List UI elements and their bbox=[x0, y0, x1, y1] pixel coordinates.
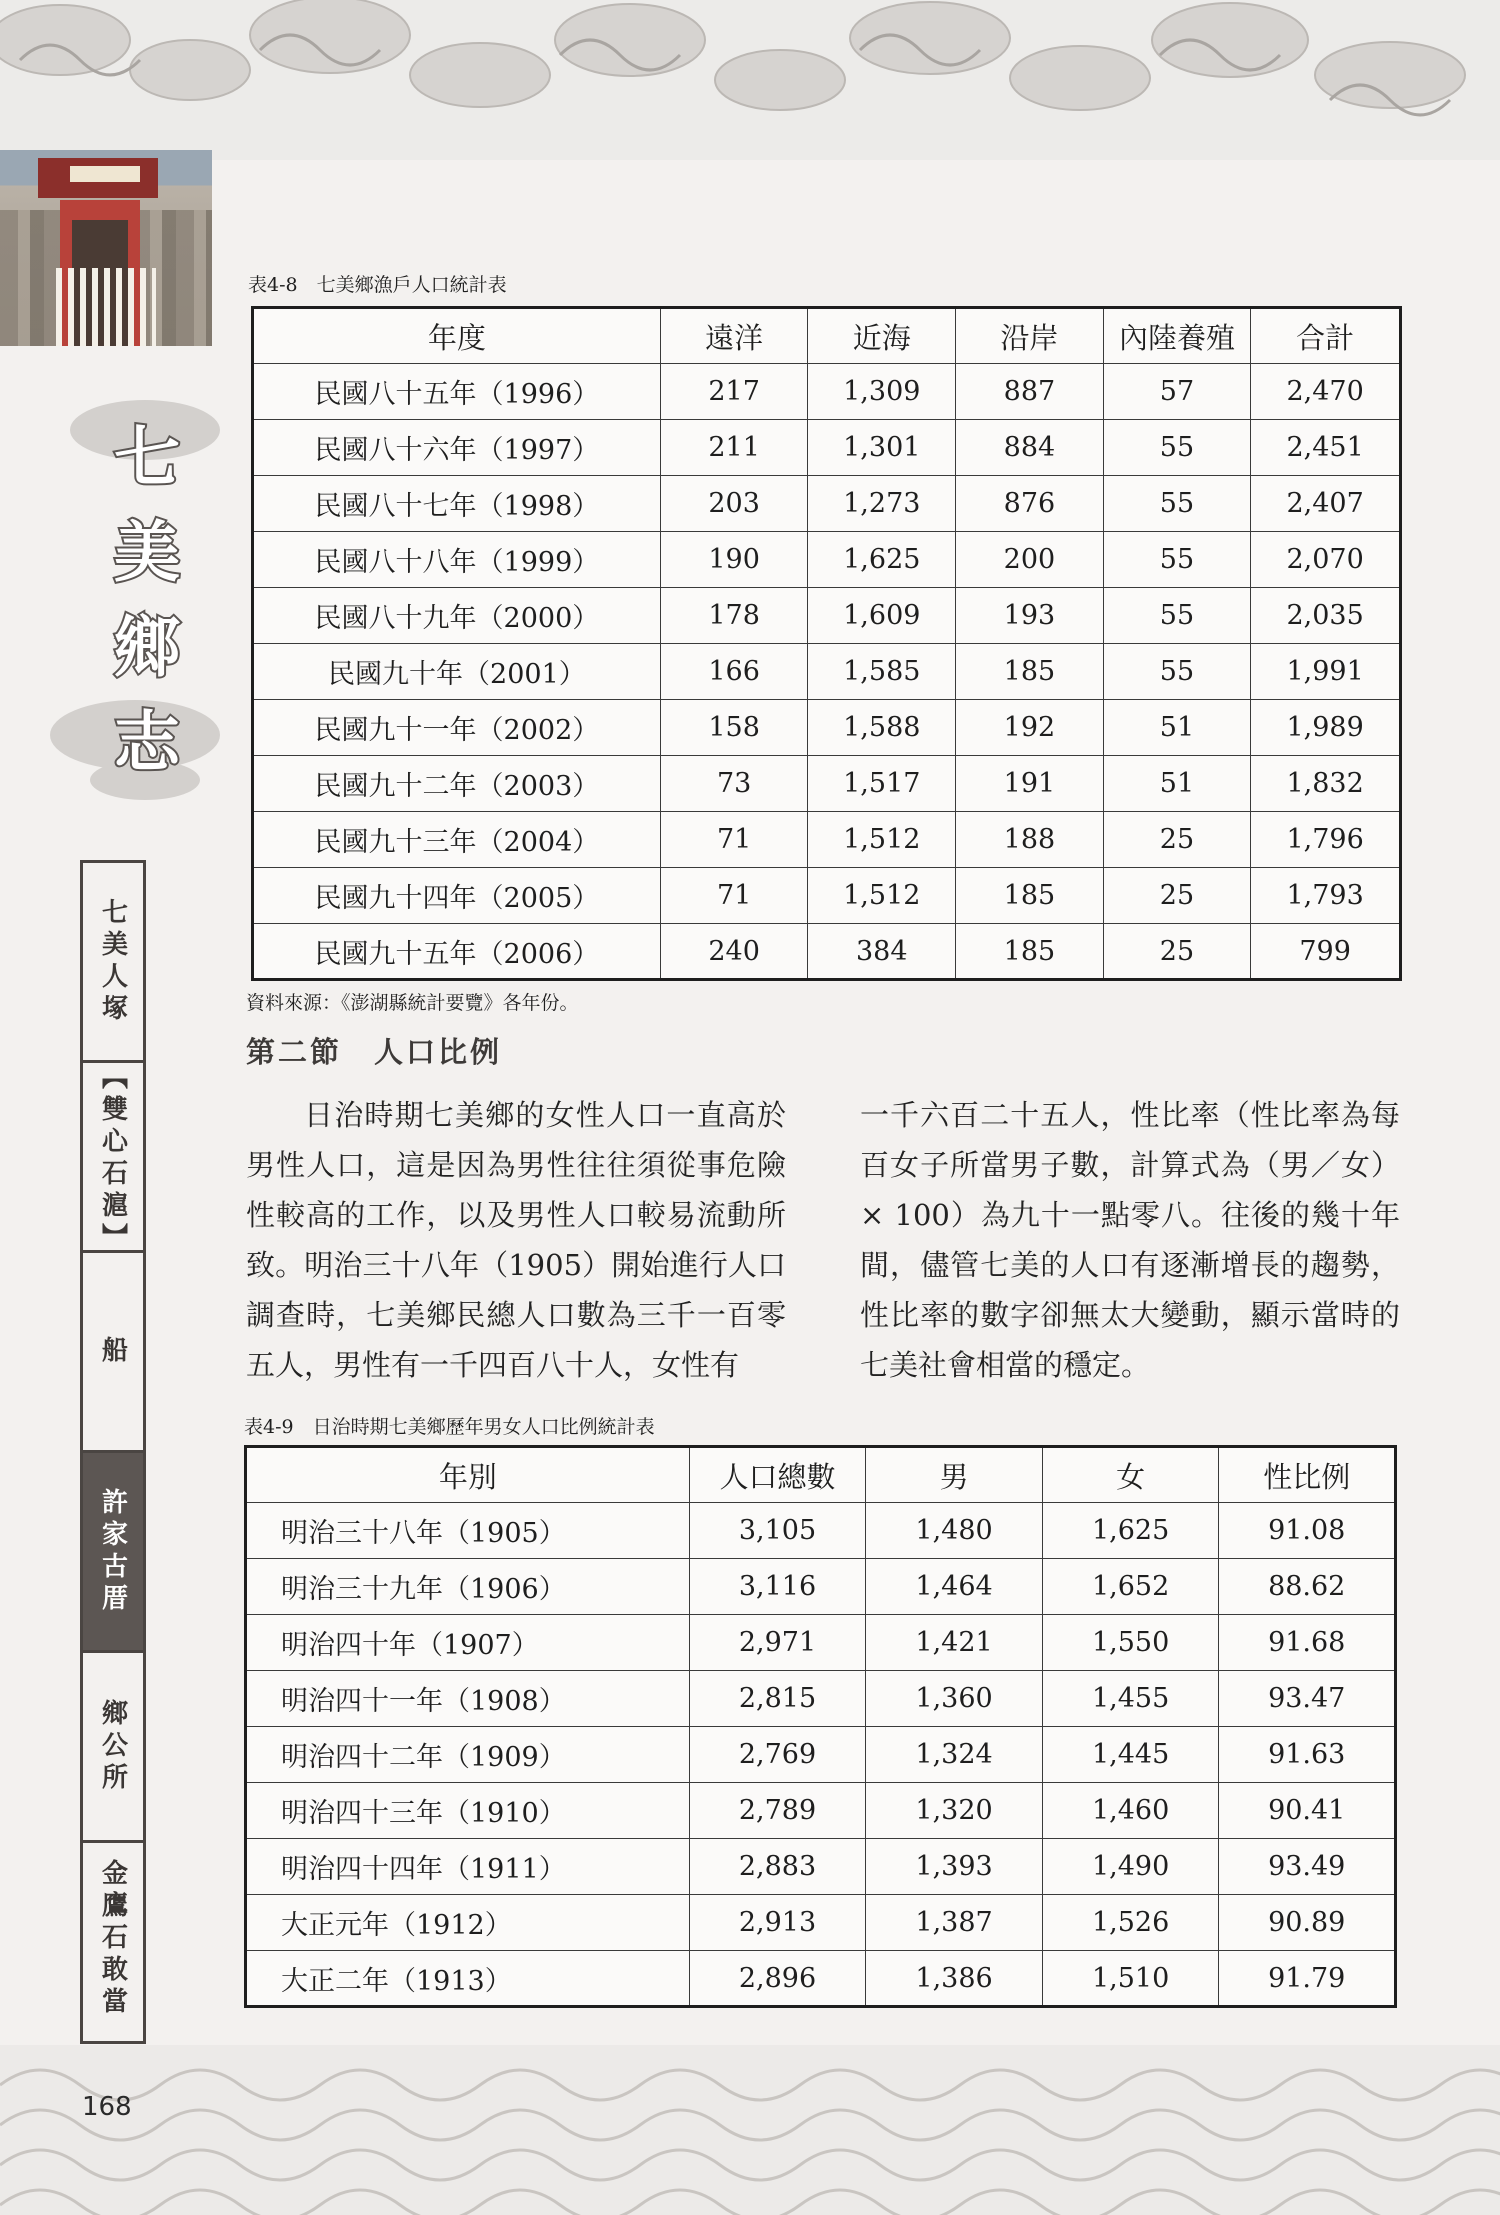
value-cell: 1,480 bbox=[866, 1503, 1043, 1559]
value-cell: 55 bbox=[1103, 476, 1251, 532]
row-label-cell: 民國九十四年（2005） bbox=[253, 868, 661, 924]
value-cell: 1,273 bbox=[808, 476, 956, 532]
value-cell: 2,035 bbox=[1251, 588, 1401, 644]
value-cell: 1,393 bbox=[866, 1839, 1043, 1895]
column-header: 遠洋 bbox=[660, 308, 808, 364]
value-cell: 158 bbox=[660, 700, 808, 756]
table-row bbox=[253, 532, 1401, 588]
value-cell: 217 bbox=[660, 364, 808, 420]
value-cell: 192 bbox=[956, 700, 1104, 756]
column-header: 女 bbox=[1042, 1447, 1219, 1503]
row-label-cell: 民國八十六年（1997） bbox=[253, 420, 661, 476]
value-cell: 185 bbox=[956, 644, 1104, 700]
row-label-cell: 民國九十五年（2006） bbox=[253, 924, 661, 980]
title-char: 七 bbox=[114, 418, 180, 496]
value-cell: 1,320 bbox=[866, 1783, 1043, 1839]
table-row bbox=[246, 1559, 1396, 1615]
value-cell: 1,387 bbox=[866, 1895, 1043, 1951]
value-cell: 1,445 bbox=[1042, 1727, 1219, 1783]
table-row bbox=[246, 1951, 1396, 2007]
value-cell: 55 bbox=[1103, 532, 1251, 588]
row-label-cell: 民國八十九年（2000） bbox=[253, 588, 661, 644]
value-cell: 1,421 bbox=[866, 1615, 1043, 1671]
value-cell: 876 bbox=[956, 476, 1104, 532]
value-cell: 2,407 bbox=[1251, 476, 1401, 532]
row-label-cell: 明治三十八年（1905） bbox=[246, 1503, 690, 1559]
value-cell: 71 bbox=[660, 868, 808, 924]
value-cell: 188 bbox=[956, 812, 1104, 868]
value-cell: 55 bbox=[1103, 588, 1251, 644]
value-cell: 203 bbox=[660, 476, 808, 532]
title-char: 美 bbox=[114, 513, 180, 591]
value-cell: 57 bbox=[1103, 364, 1251, 420]
fishery-population-table bbox=[251, 306, 1402, 981]
value-cell: 884 bbox=[956, 420, 1104, 476]
column-header: 合計 bbox=[1251, 308, 1401, 364]
row-label-cell: 明治四十二年（1909） bbox=[246, 1727, 690, 1783]
row-label-cell: 明治四十年（1907） bbox=[246, 1615, 690, 1671]
table-row bbox=[253, 756, 1401, 812]
column-header: 男 bbox=[866, 1447, 1043, 1503]
row-label-cell: 民國九十二年（2003） bbox=[253, 756, 661, 812]
column-header: 年別 bbox=[246, 1447, 690, 1503]
section-heading: 第二節 人口比例 bbox=[246, 1035, 503, 1069]
row-label-cell: 明治三十九年（1906） bbox=[246, 1559, 690, 1615]
value-cell: 2,470 bbox=[1251, 364, 1401, 420]
table-row bbox=[253, 812, 1401, 868]
value-cell: 25 bbox=[1103, 812, 1251, 868]
value-cell: 25 bbox=[1103, 924, 1251, 980]
value-cell: 71 bbox=[660, 812, 808, 868]
value-cell: 3,105 bbox=[689, 1503, 866, 1559]
table-row bbox=[253, 420, 1401, 476]
value-cell: 1,512 bbox=[808, 812, 956, 868]
row-label-cell: 民國八十八年（1999） bbox=[253, 532, 661, 588]
row-label-cell: 民國九十三年（2004） bbox=[253, 812, 661, 868]
table-source-note: 資料來源：《澎湖縣統計要覽》各年份。 bbox=[246, 992, 579, 1014]
value-cell: 1,588 bbox=[808, 700, 956, 756]
value-cell: 1,585 bbox=[808, 644, 956, 700]
table-row bbox=[246, 1615, 1396, 1671]
sidenav-item-hsu-house[interactable]: 許家古厝 bbox=[83, 1453, 143, 1653]
value-cell: 240 bbox=[660, 924, 808, 980]
decorative-wave-band-bottom bbox=[0, 2045, 1500, 2215]
value-cell: 2,815 bbox=[689, 1671, 866, 1727]
value-cell: 91.08 bbox=[1219, 1503, 1396, 1559]
row-label-cell: 民國九十一年（2002） bbox=[253, 700, 661, 756]
value-cell: 1,464 bbox=[866, 1559, 1043, 1615]
value-cell: 1,793 bbox=[1251, 868, 1401, 924]
table-row bbox=[253, 644, 1401, 700]
value-cell: 73 bbox=[660, 756, 808, 812]
table-row bbox=[253, 924, 1401, 980]
value-cell: 1,991 bbox=[1251, 644, 1401, 700]
table-row bbox=[253, 700, 1401, 756]
value-cell: 2,070 bbox=[1251, 532, 1401, 588]
row-label-cell: 明治四十四年（1911） bbox=[246, 1839, 690, 1895]
value-cell: 200 bbox=[956, 532, 1104, 588]
value-cell: 55 bbox=[1103, 644, 1251, 700]
title-char: 鄉 bbox=[114, 608, 180, 686]
value-cell: 90.41 bbox=[1219, 1783, 1396, 1839]
value-cell: 1,550 bbox=[1042, 1615, 1219, 1671]
value-cell: 51 bbox=[1103, 756, 1251, 812]
table-row bbox=[246, 1895, 1396, 1951]
sidenav-item-golden-eagle-stone[interactable]: 金鷹石敢當 bbox=[97, 1859, 128, 2019]
house-photo bbox=[0, 150, 212, 346]
value-cell: 1,510 bbox=[1042, 1951, 1219, 2007]
table-row bbox=[253, 588, 1401, 644]
value-cell: 1,625 bbox=[808, 532, 956, 588]
table-row bbox=[246, 1503, 1396, 1559]
value-cell: 2,896 bbox=[689, 1951, 866, 2007]
column-header: 沿岸 bbox=[956, 308, 1104, 364]
value-cell: 2,789 bbox=[689, 1783, 866, 1839]
column-header: 年度 bbox=[253, 308, 661, 364]
sidenav-item-double-heart-weir[interactable]: 【雙心石滬】 bbox=[83, 1063, 143, 1253]
value-cell: 2,971 bbox=[689, 1615, 866, 1671]
value-cell: 1,609 bbox=[808, 588, 956, 644]
column-header: 內陸養殖 bbox=[1103, 308, 1251, 364]
table-caption: 表4-8 七美鄉漁戶人口統計表 bbox=[248, 274, 507, 296]
value-cell: 55 bbox=[1103, 420, 1251, 476]
value-cell: 191 bbox=[956, 756, 1104, 812]
value-cell: 91.63 bbox=[1219, 1727, 1396, 1783]
decorative-cloud-band-top bbox=[0, 0, 1500, 160]
table-header-row bbox=[253, 308, 1401, 364]
value-cell: 887 bbox=[956, 364, 1104, 420]
row-label-cell: 明治四十三年（1910） bbox=[246, 1783, 690, 1839]
table-row bbox=[246, 1727, 1396, 1783]
value-cell: 178 bbox=[660, 588, 808, 644]
table-header-row bbox=[246, 1447, 1396, 1503]
value-cell: 1,832 bbox=[1251, 756, 1401, 812]
table-row bbox=[253, 476, 1401, 532]
value-cell: 88.62 bbox=[1219, 1559, 1396, 1615]
row-label-cell: 民國八十七年（1998） bbox=[253, 476, 661, 532]
table-row bbox=[246, 1839, 1396, 1895]
row-label-cell: 明治四十一年（1908） bbox=[246, 1671, 690, 1727]
value-cell: 2,913 bbox=[689, 1895, 866, 1951]
sidenav-item-township-office[interactable]: 鄉公所 bbox=[83, 1653, 143, 1843]
table-row bbox=[246, 1671, 1396, 1727]
value-cell: 2,769 bbox=[689, 1727, 866, 1783]
value-cell: 193 bbox=[956, 588, 1104, 644]
body-paragraph-left: 日治時期七美鄉的女性人口一直高於男性人口，這是因為男性往往須從事危險性較高的工作，以及男性人口較易流動所致。明治三十八年（1905）開始進行人口調查時，七美鄉民總人口數為三千一百零五人，男性有一千四百八十人，女性有 bbox=[246, 1098, 786, 1382]
value-cell: 90.89 bbox=[1219, 1895, 1396, 1951]
value-cell: 25 bbox=[1103, 868, 1251, 924]
value-cell: 1,625 bbox=[1042, 1503, 1219, 1559]
page-number: 168 bbox=[82, 2092, 132, 2122]
value-cell: 91.68 bbox=[1219, 1615, 1396, 1671]
value-cell: 799 bbox=[1251, 924, 1401, 980]
row-label-cell: 民國八十五年（1996） bbox=[253, 364, 661, 420]
value-cell: 93.49 bbox=[1219, 1839, 1396, 1895]
table-row bbox=[253, 868, 1401, 924]
value-cell: 211 bbox=[660, 420, 808, 476]
value-cell: 1,512 bbox=[808, 868, 956, 924]
table-row bbox=[253, 364, 1401, 420]
chapter-sidenav bbox=[80, 860, 146, 2044]
title-char: 志 bbox=[114, 703, 180, 781]
value-cell: 1,517 bbox=[808, 756, 956, 812]
column-header: 性比例 bbox=[1219, 1447, 1396, 1503]
sidenav-item-boat[interactable]: 船 bbox=[83, 1253, 143, 1453]
value-cell: 190 bbox=[660, 532, 808, 588]
column-header: 近海 bbox=[808, 308, 956, 364]
row-label-cell: 民國九十年（2001） bbox=[253, 644, 661, 700]
value-cell: 1,526 bbox=[1042, 1895, 1219, 1951]
value-cell: 185 bbox=[956, 868, 1104, 924]
sidenav-item-qimei-tomb[interactable]: 七美人塚 bbox=[83, 863, 143, 1063]
value-cell: 166 bbox=[660, 644, 808, 700]
row-label-cell: 大正元年（1912） bbox=[246, 1895, 690, 1951]
table-row bbox=[246, 1783, 1396, 1839]
value-cell: 1,460 bbox=[1042, 1783, 1219, 1839]
column-header: 人口總數 bbox=[689, 1447, 866, 1503]
value-cell: 1,455 bbox=[1042, 1671, 1219, 1727]
row-label-cell: 大正二年（1913） bbox=[246, 1951, 690, 2007]
value-cell: 2,883 bbox=[689, 1839, 866, 1895]
value-cell: 91.79 bbox=[1219, 1951, 1396, 2007]
value-cell: 1,301 bbox=[808, 420, 956, 476]
value-cell: 1,309 bbox=[808, 364, 956, 420]
sex-ratio-table bbox=[244, 1445, 1397, 2008]
value-cell: 2,451 bbox=[1251, 420, 1401, 476]
value-cell: 51 bbox=[1103, 700, 1251, 756]
value-cell: 1,360 bbox=[866, 1671, 1043, 1727]
value-cell: 1,386 bbox=[866, 1951, 1043, 2007]
body-paragraph-right: 一千六百二十五人，性比率（性比率為每百女子所當男子數，計算式為（男／女）× 100）為九十一點零八。往後的幾十年間，儘管七美的人口有逐漸增長的趨勢，性比率的數字卻無太大變動，顯示當時的七美社會相當的穩定。 bbox=[860, 1098, 1400, 1382]
value-cell: 384 bbox=[808, 924, 956, 980]
value-cell: 1,989 bbox=[1251, 700, 1401, 756]
value-cell: 93.47 bbox=[1219, 1671, 1396, 1727]
value-cell: 1,652 bbox=[1042, 1559, 1219, 1615]
value-cell: 3,116 bbox=[689, 1559, 866, 1615]
value-cell: 185 bbox=[956, 924, 1104, 980]
value-cell: 1,324 bbox=[866, 1727, 1043, 1783]
value-cell: 1,490 bbox=[1042, 1839, 1219, 1895]
value-cell: 1,796 bbox=[1251, 812, 1401, 868]
book-title-vertical bbox=[50, 400, 220, 860]
table-caption: 表4-9 日治時期七美鄉歷年男女人口比例統計表 bbox=[244, 1416, 655, 1438]
